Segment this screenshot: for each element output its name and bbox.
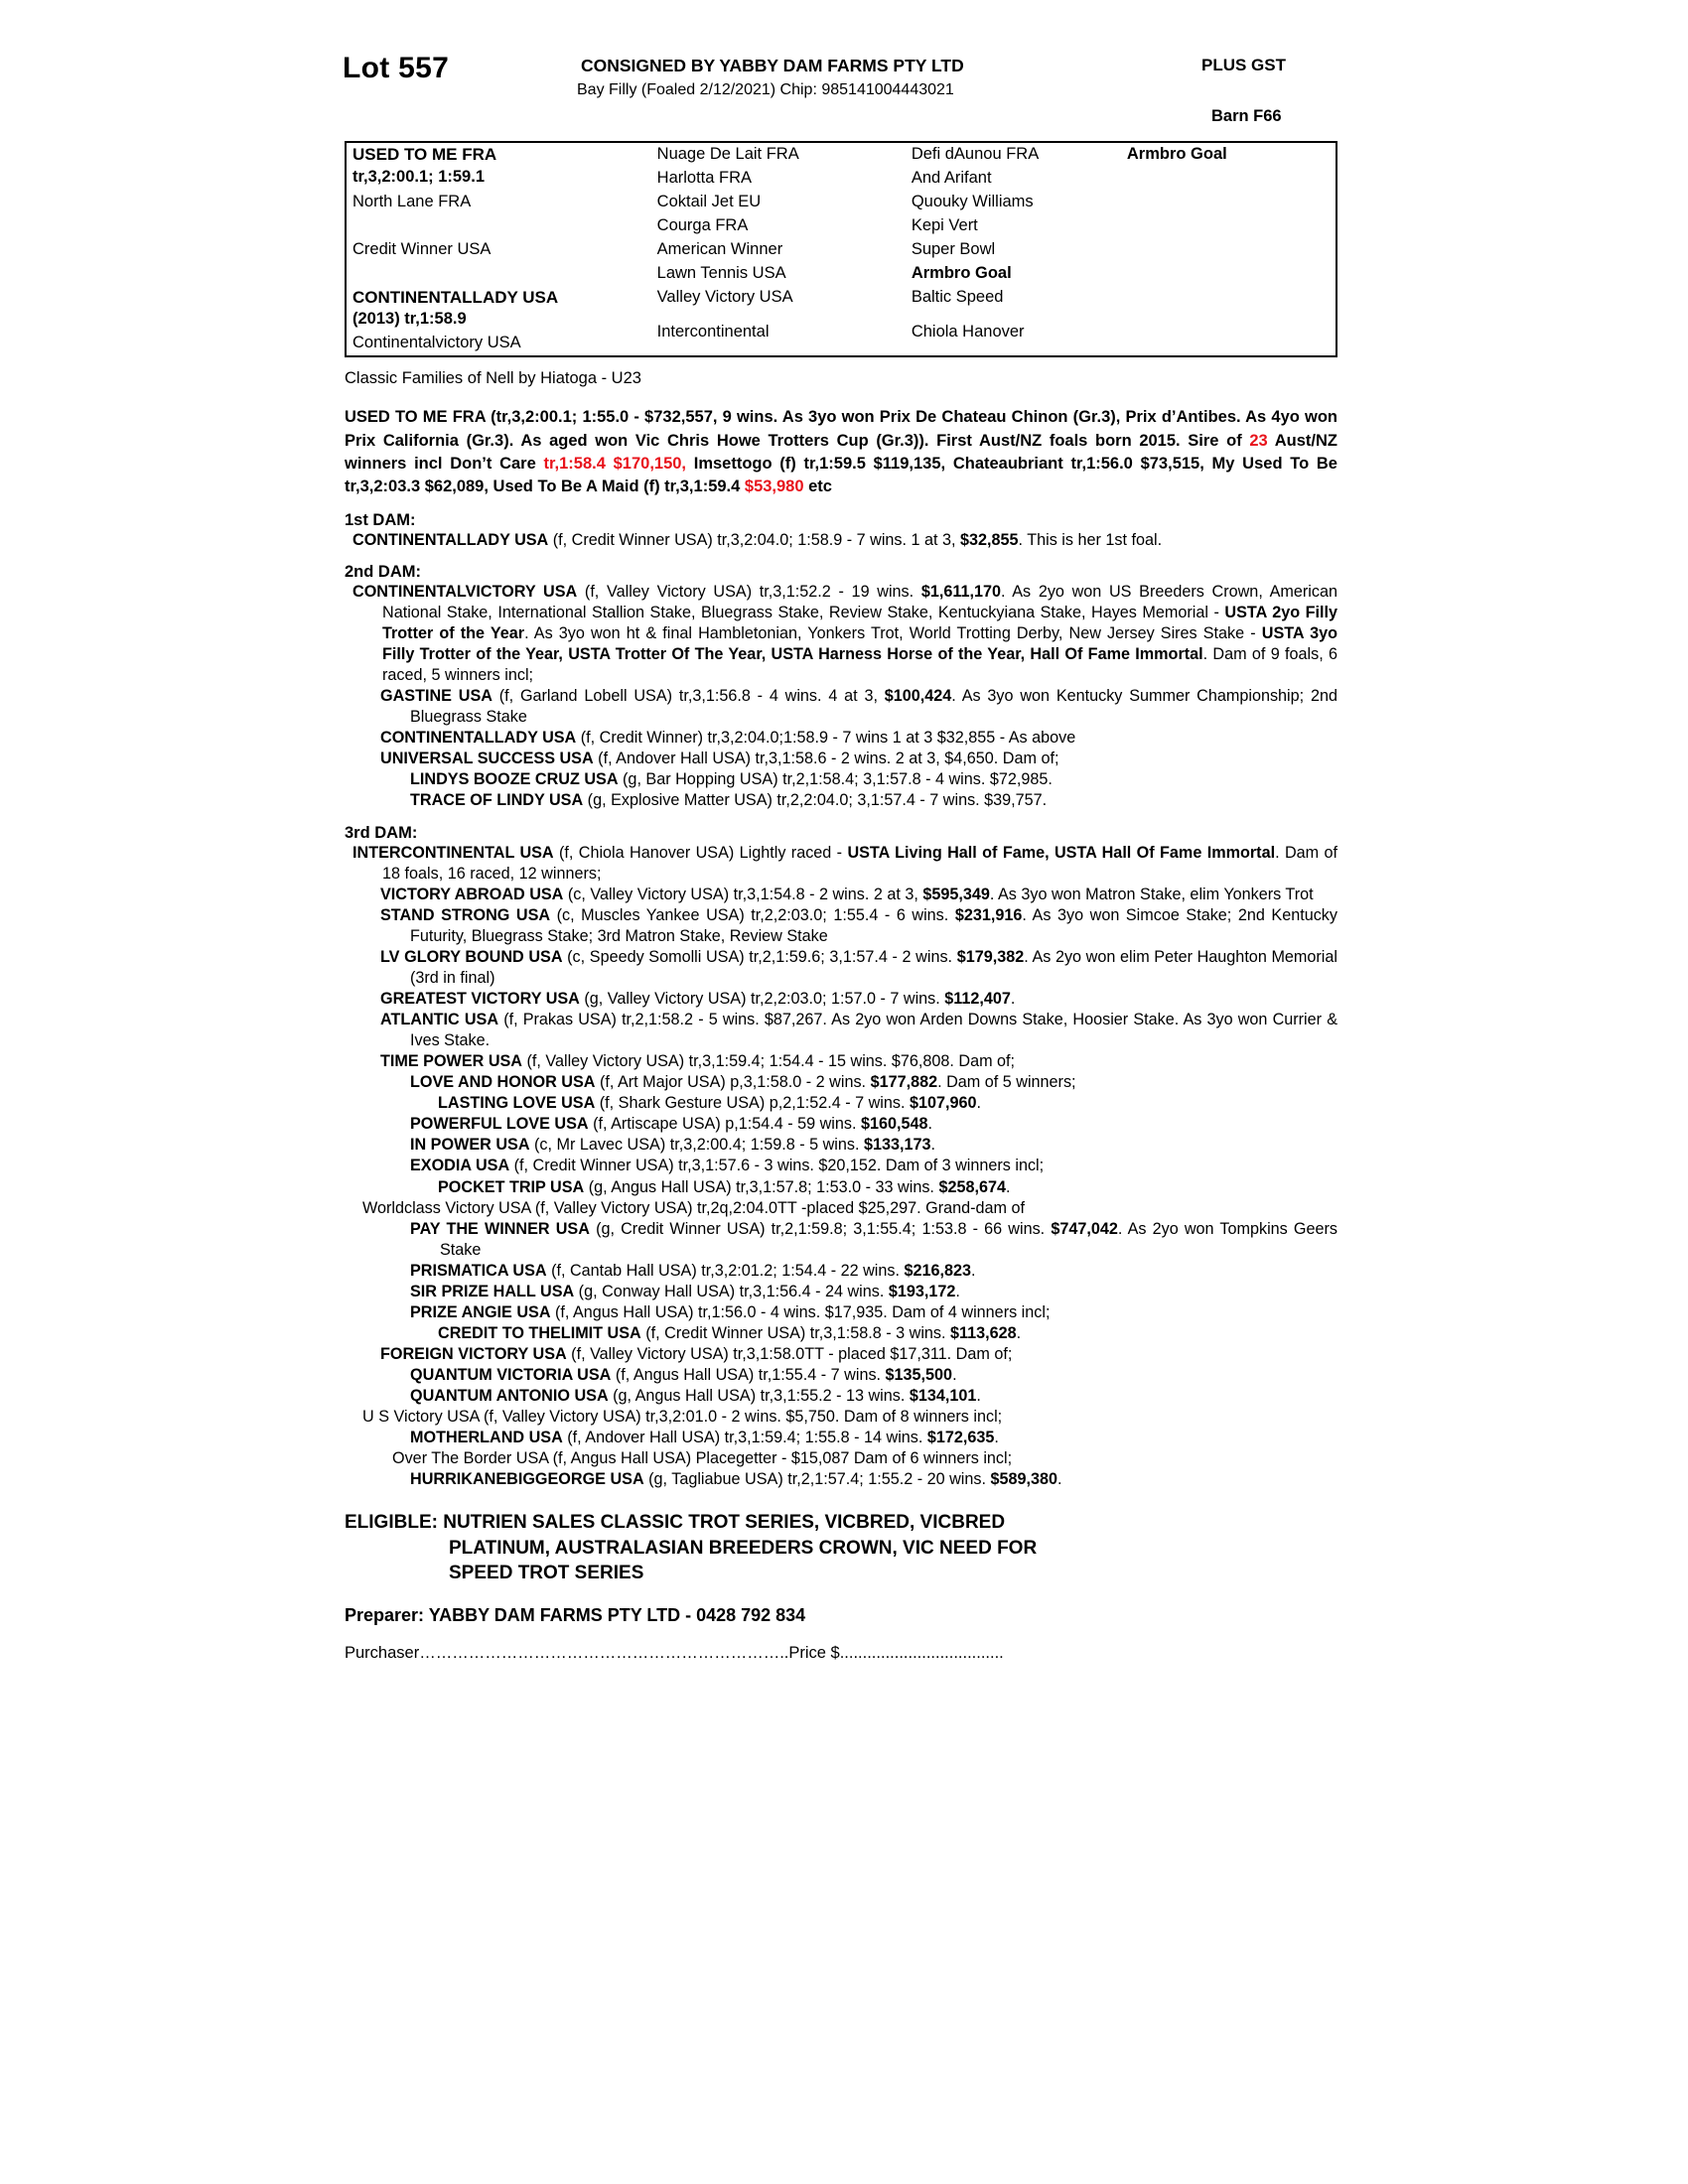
pedigree-entry: [345, 1051, 1337, 1072]
pedigree-entry: [345, 530, 1337, 551]
entry-name: $595,349: [922, 885, 990, 903]
pedigree-entry: [345, 1428, 1337, 1448]
pedigree-entry: [345, 582, 1337, 686]
entry-detail: (g, Valley Victory USA) tr,2,2:03.0; 1:57.0 - 7 wins.: [579, 989, 945, 1008]
pedigree-box: [345, 141, 1337, 357]
entry-detail: (f, Andover Hall USA) tr,3,1:58.6 - 2 wins. 2 at 3, $4,650. Dam of;: [593, 750, 1059, 768]
entry-name: LV GLORY BOUND USA: [380, 947, 563, 966]
entry-detail: .: [1005, 1177, 1011, 1196]
ped-r2-c1: North Lane FRA: [352, 192, 472, 210]
pedigree-entry: [345, 905, 1337, 947]
entry-name: EXODIA USA: [410, 1157, 510, 1175]
entry-name: CREDIT TO THELIMIT USA: [438, 1323, 641, 1342]
entry-name: PAY THE WINNER USA: [410, 1219, 590, 1238]
entry-detail: (f, Credit Winner USA) tr,3,2:04.0; 1:58.9 - 7 wins. 1 at 3,: [548, 530, 961, 549]
entry-detail: (f, Shark Gesture USA) p,2,1:52.4 - 7 wins.: [595, 1094, 910, 1113]
entry-detail: . Dam of 18 foals, 16 raced, 12 winners;: [382, 843, 1338, 883]
classic-families-line: Classic Families of Nell by Hiatoga - U23: [345, 369, 641, 388]
entry-name: GASTINE USA: [380, 687, 492, 706]
pedigree-entry: [345, 1010, 1337, 1051]
sire-para-part1: USED TO ME FRA (tr,3,2:00.1; 1:55.0 - $732,557, 9 wins. As 3yo won Prix De Chateau Chinon (Gr.3), Prix d’Antibes. As 4yo won Prix California (Gr.3). As aged won Vic Chris Howe Trotters Cup (Gr.3)). First Aust/NZ foals born 2015. Sire of: [345, 408, 1337, 450]
second-dam-body: [345, 582, 1337, 812]
entry-name: MOTHERLAND USA: [410, 1429, 563, 1447]
eligible-line-1: ELIGIBLE: NUTRIEN SALES CLASSIC TROT SERIES, VICBRED, VICBRED: [345, 1512, 1006, 1534]
sire-para-part4: etc: [803, 478, 832, 496]
pedigree-table: [347, 143, 1336, 355]
pedigree-entry: [345, 1469, 1337, 1490]
sire-para-red1: 23: [1249, 431, 1268, 450]
pedigree-entry: [345, 1135, 1337, 1156]
table-row: [347, 191, 1336, 214]
ped-r0-c3: Armbro Goal: [1126, 145, 1227, 163]
entry-detail: .: [955, 1282, 960, 1300]
eligible-block: [345, 1510, 1347, 1585]
lot-number: Lot 557: [343, 52, 450, 84]
pedigree-entry: [345, 1156, 1337, 1176]
entry-detail: (c, Speedy Somolli USA) tr,2,1:59.6; 3,1:57.4 - 2 wins.: [562, 947, 957, 966]
pedigree-entry: [345, 947, 1337, 989]
entry-name: $134,101: [909, 1387, 977, 1406]
pedigree-entry: [345, 728, 1337, 749]
sire-para-part3: Imsettogo (f) tr,1:59.5 $119,135, Chateaubriant tr,1:56.0 $73,515, My Used To Be tr,3,2:03.3 $62,089, Used To Be A Maid (f) tr,3,1:59.4: [345, 454, 1337, 496]
entry-detail: .: [976, 1094, 982, 1113]
entry-detail: . As 3yo won Matron Stake, elim Yonkers Trot: [989, 885, 1314, 903]
entry-detail: (f, Art Major USA) p,3,1:58.0 - 2 wins.: [595, 1073, 871, 1092]
entry-name: QUANTUM ANTONIO USA: [410, 1387, 609, 1406]
entry-name: $1,611,170: [920, 582, 1001, 601]
entry-name: INTERCONTINENTAL USA: [352, 843, 554, 862]
entry-name: FOREIGN VICTORY USA: [380, 1345, 567, 1364]
entry-detail: .: [971, 1261, 976, 1280]
ped-r6-c2: Valley Victory USA: [656, 287, 793, 306]
entry-name: $177,882: [870, 1073, 938, 1092]
entry-name: LINDYS BOOZE CRUZ USA: [410, 770, 619, 789]
third-dam-body: [345, 843, 1337, 1491]
entry-detail: (g, Angus Hall USA) tr,3,1:55.2 - 13 wins.: [608, 1387, 910, 1406]
entry-detail: (f, Garland Lobell USA) tr,3,1:56.8 - 4 wins. 4 at 3,: [492, 687, 885, 706]
entry-detail: (f, Artiscape USA) p,1:54.4 - 59 wins.: [588, 1115, 861, 1134]
entry-name: SIR PRIZE HALL USA: [410, 1282, 575, 1300]
ped-r7-c2: Intercontinental: [656, 322, 770, 341]
entry-detail: . Dam of 5 winners;: [937, 1073, 1076, 1092]
entry-name: LASTING LOVE USA: [438, 1094, 596, 1113]
barn-label: Barn F66: [1211, 107, 1282, 125]
entry-detail: (f, Chiola Hanover USA) Lightly raced -: [553, 843, 848, 862]
entry-detail: (c, Valley Victory USA) tr,3,1:54.8 - 2 wins. 2 at 3,: [563, 885, 923, 903]
ped-r3-c3: Kepi Vert: [911, 215, 978, 234]
entry-name: PRIZE ANGIE USA: [410, 1302, 551, 1321]
first-dam-heading: 1st DAM:: [345, 510, 416, 529]
entry-name: CONTINENTALLADY USA: [380, 729, 577, 748]
entry-detail: (f, Valley Victory USA) tr,3,1:59.4; 1:54.4 - 15 wins. $76,808. Dam of;: [522, 1052, 1016, 1071]
entry-name: $193,172: [888, 1282, 956, 1300]
entry-detail: . As 3yo won Kentucky Summer Championship; 2nd Bluegrass Stake: [410, 687, 1337, 727]
entry-detail: (g, Tagliabue USA) tr,2,1:57.4; 1:55.2 - 20 wins.: [643, 1470, 991, 1489]
entry-detail: (c, Muscles Yankee USA) tr,2,2:03.0; 1:55.4 - 6 wins.: [550, 905, 955, 924]
pedigree-entry: [345, 1177, 1337, 1198]
foal-details-line: Bay Filly (Foaled 2/12/2021) Chip: 985141004443021: [577, 81, 954, 98]
entry-name: CONTINENTALLADY USA: [352, 530, 549, 549]
pedigree-entry: [345, 1407, 1337, 1428]
ped-r2-c3: Quouky Williams: [911, 192, 1034, 210]
entry-detail: (f, Valley Victory USA) tr,3,1:58.0TT - placed $17,311. Dam of;: [566, 1345, 1013, 1364]
entry-name: USTA 2yo Filly Trotter of the Year: [382, 603, 1337, 642]
pedigree-entry: [345, 1072, 1337, 1093]
purchaser-line: Purchaser…………………………………………………………..Price $....................................: [345, 1644, 1004, 1663]
ped-r4-c3: Super Bowl: [911, 239, 996, 258]
pedigree-entry: [345, 1093, 1337, 1114]
pedigree-entry: [345, 1448, 1337, 1469]
first-dam-body: [345, 530, 1337, 551]
sire-para-red3: $53,980: [744, 478, 804, 496]
entry-name: TIME POWER USA: [380, 1052, 522, 1071]
entry-name: $160,548: [860, 1115, 928, 1134]
entry-name: GREATEST VICTORY USA: [380, 989, 580, 1008]
entry-detail: (g, Conway Hall USA) tr,3,1:56.4 - 24 wins.: [574, 1282, 889, 1300]
ped-r5-c3: Armbro Goal: [911, 263, 1012, 282]
entry-detail: . As 3yo won Simcoe Stake; 2nd Kentucky Futurity, Bluegrass Stake; 3rd Matron Stake, Review Stake: [410, 905, 1337, 945]
pedigree-entry: [345, 1219, 1337, 1261]
entry-detail: . As 2yo won Tompkins Geers Stake: [440, 1219, 1338, 1259]
entry-name: $107,960: [909, 1094, 977, 1113]
entry-detail: .: [1016, 1323, 1022, 1342]
entry-detail: U S Victory USA (f, Valley Victory USA) tr,3,2:01.0 - 2 wins. $5,750. Dam of 8 winners incl;: [362, 1408, 1003, 1427]
pedigree-entry: [345, 749, 1337, 769]
eligible-line-3: SPEED TROT SERIES: [449, 1563, 644, 1584]
sire-summary-paragraph: [345, 406, 1337, 499]
entry-detail: (f, Credit Winner USA) tr,3,1:57.6 - 3 wins. $20,152. Dam of 3 winners incl;: [509, 1157, 1045, 1175]
pedigree-entry: [345, 885, 1337, 905]
entry-name: $133,173: [864, 1136, 931, 1155]
dam-cell: [347, 286, 651, 355]
entry-name: $113,628: [950, 1323, 1017, 1342]
third-dam-heading: 3rd DAM:: [345, 823, 418, 842]
pedigree-entry: [345, 989, 1337, 1010]
entry-detail: (f, Angus Hall USA) tr,1:56.0 - 4 wins. $17,935. Dam of 4 winners incl;: [550, 1302, 1051, 1321]
entry-name: STAND STRONG USA: [380, 905, 551, 924]
entry-detail: (g, Explosive Matter USA) tr,2,2:04.0; 3,1:57.4 - 7 wins. $39,757.: [583, 791, 1048, 810]
ped-r6-c1: Continentalvictory USA: [352, 334, 521, 352]
pedigree-entry: [345, 1261, 1337, 1282]
entry-detail: .: [927, 1115, 933, 1134]
entry-name: USTA Living Hall of Fame, USTA Hall Of Fame Immortal: [847, 843, 1276, 862]
entry-name: $172,635: [926, 1429, 995, 1447]
ped-r5-c2: Lawn Tennis USA: [656, 263, 786, 282]
entry-detail: (f, Valley Victory USA) tr,3,1:52.2 - 19 wins.: [577, 582, 921, 601]
preparer-line: Preparer: YABBY DAM FARMS PTY LTD - 0428 792 834: [345, 1605, 806, 1626]
entry-name: TRACE OF LINDY USA: [410, 791, 584, 810]
entry-name: $100,424: [884, 687, 952, 706]
entry-name: POCKET TRIP USA: [438, 1177, 585, 1196]
entry-detail: (f, Credit Winner) tr,3,2:04.0;1:58.9 - 7 wins 1 at 3 $32,855 - As above: [576, 729, 1076, 748]
second-dam-heading: 2nd DAM:: [345, 562, 421, 581]
entry-name: POWERFUL LOVE USA: [410, 1115, 589, 1134]
sire-para-part2: Aust/NZ winners incl Don’t Care: [345, 431, 1338, 473]
entry-detail: (f, Credit Winner USA) tr,3,1:58.8 - 3 wins.: [640, 1323, 951, 1342]
table-row: [347, 238, 1336, 262]
ped-r4-c2: American Winner: [656, 239, 783, 258]
entry-detail: . As 2yo won US Breeders Crown, American National Stake, International Stallion Stake, Bluegrass Stake, Review Stake, Kentuckyiana Stake, Hayes Memorial -: [382, 582, 1337, 621]
entry-detail: . Dam of 9 foals, 6 raced, 5 winners incl;: [382, 645, 1338, 685]
table-row: [347, 286, 1336, 321]
ped-r7-c3: Chiola Hanover: [911, 322, 1025, 341]
entry-detail: .: [930, 1136, 936, 1155]
ped-r6-c3: Baltic Speed: [911, 287, 1004, 306]
entry-name: VICTORY ABROAD USA: [380, 885, 564, 903]
entry-detail: (f, Andover Hall USA) tr,3,1:59.4; 1:55.8 - 14 wins.: [562, 1429, 927, 1447]
pedigree-entry: [345, 769, 1337, 790]
entry-name: $135,500: [885, 1366, 953, 1385]
entry-detail: (g, Bar Hopping USA) tr,2,1:58.4; 3,1:57.8 - 4 wins. $72,985.: [618, 770, 1053, 789]
page-header: [343, 46, 1589, 137]
entry-name: $589,380: [990, 1470, 1057, 1489]
entry-detail: (f, Angus Hall USA) tr,1:55.4 - 7 wins.: [611, 1366, 886, 1385]
entry-name: $258,674: [938, 1177, 1006, 1196]
entry-name: ATLANTIC USA: [380, 1011, 499, 1029]
consignor-line: CONSIGNED BY YABBY DAM FARMS PTY LTD: [581, 56, 964, 75]
pedigree-entry: [345, 1302, 1337, 1323]
entry-detail: (g, Credit Winner USA) tr,2,1:59.8; 3,1:55.4; 1:53.8 - 66 wins.: [589, 1219, 1052, 1238]
entry-name: HURRIKANEBIGGEORGE USA: [410, 1470, 644, 1489]
eligible-line-2: PLATINUM, AUSTRALASIAN BREEDERS CROWN, VIC NEED FOR: [449, 1537, 1038, 1559]
ped-r0-c1: Nuage De Lait FRA: [656, 145, 799, 163]
ped-r0-c2: Defi dAunou FRA: [911, 145, 1040, 163]
entry-name: UNIVERSAL SUCCESS USA: [380, 750, 594, 768]
entry-detail: (c, Mr Lavec USA) tr,3,2:00.4; 1:59.8 - 5 wins.: [529, 1136, 864, 1155]
entry-name: IN POWER USA: [410, 1136, 530, 1155]
entry-detail: .: [994, 1429, 999, 1447]
pedigree-entry: [345, 1365, 1337, 1386]
ped-r3-c2: Courga FRA: [656, 215, 749, 234]
entry-detail: .: [1010, 989, 1016, 1008]
pedigree-entry: [345, 1198, 1337, 1219]
entry-detail: . As 3yo won ht & final Hambletonian, Yonkers Trot, World Trotting Derby, New Jersey Sires Stake -: [524, 623, 1262, 642]
pedigree-entry: [345, 1344, 1337, 1365]
sire-name: USED TO ME FRA: [352, 145, 497, 164]
pedigree-entry: [345, 1323, 1337, 1344]
pedigree-table-body: [347, 143, 1336, 355]
sire-cell: [347, 143, 651, 191]
entry-detail: Worldclass Victory USA (f, Valley Victory USA) tr,2q,2:04.0TT -placed $25,297. Grand-dam of: [362, 1198, 1025, 1217]
entry-name: CONTINENTALVICTORY USA: [352, 582, 578, 601]
pedigree-entry: [345, 1114, 1337, 1135]
entry-detail: (g, Angus Hall USA) tr,3,1:57.8; 1:53.0 - 33 wins.: [584, 1177, 939, 1196]
entry-name: USTA 3yo Filly Trotter of the Year, USTA Trotter Of The Year, USTA Harness Horse of the Year, Hall Of Fame Immortal: [382, 623, 1338, 664]
entry-detail: Over The Border USA (f, Angus Hall USA) Placegetter - $15,087 Dam of 6 winners incl;: [392, 1449, 1013, 1468]
entry-detail: (f, Prakas USA) tr,2,1:58.2 - 5 wins. $87,267. As 2yo won Arden Downs Stake, Hoosier Stake. As 3yo won Currier & Ives Stake.: [410, 1011, 1337, 1050]
ped-r1-c2: Harlotta FRA: [656, 168, 753, 187]
entry-name: LOVE AND HONOR USA: [410, 1073, 596, 1092]
sire-para-red2: tr,1:58.4 $170,150,: [543, 454, 687, 473]
entry-detail: .: [1057, 1470, 1062, 1489]
entry-name: PRISMATICA USA: [410, 1261, 547, 1280]
dam-record: (2013) tr,1:58.9: [352, 310, 467, 329]
pedigree-entry: [345, 686, 1337, 728]
entry-name: QUANTUM VICTORIA USA: [410, 1366, 612, 1385]
entry-name: $231,916: [954, 905, 1023, 924]
entry-name: $32,855: [960, 530, 1019, 549]
plus-gst-label: PLUS GST: [1201, 56, 1287, 74]
entry-name: $747,042: [1051, 1219, 1118, 1238]
sire-record: tr,3,2:00.1; 1:59.1: [352, 167, 485, 186]
entry-detail: .: [952, 1366, 957, 1385]
ped-r2-c2: Coktail Jet EU: [656, 192, 762, 210]
table-row: [347, 143, 1336, 167]
pedigree-entry: [345, 790, 1337, 811]
entry-detail: .: [976, 1387, 981, 1406]
dam-name: CONTINENTALLADY USA: [352, 287, 559, 307]
entry-name: $112,407: [944, 989, 1011, 1008]
ped-r4-c1: Credit Winner USA: [352, 239, 492, 258]
entry-name: $179,382: [956, 947, 1025, 966]
entry-detail: . This is her 1st foal.: [1018, 530, 1163, 549]
entry-detail: (f, Cantab Hall USA) tr,3,2:01.2; 1:54.4 - 22 wins.: [546, 1261, 905, 1280]
pedigree-entry: [345, 843, 1337, 885]
entry-detail: . As 2yo won elim Peter Haughton Memorial (3rd in final): [410, 947, 1337, 987]
ped-r1-c3: And Arifant: [911, 168, 992, 187]
pedigree-entry: [345, 1282, 1337, 1302]
entry-name: $216,823: [904, 1261, 972, 1280]
pedigree-entry: [345, 1386, 1337, 1407]
